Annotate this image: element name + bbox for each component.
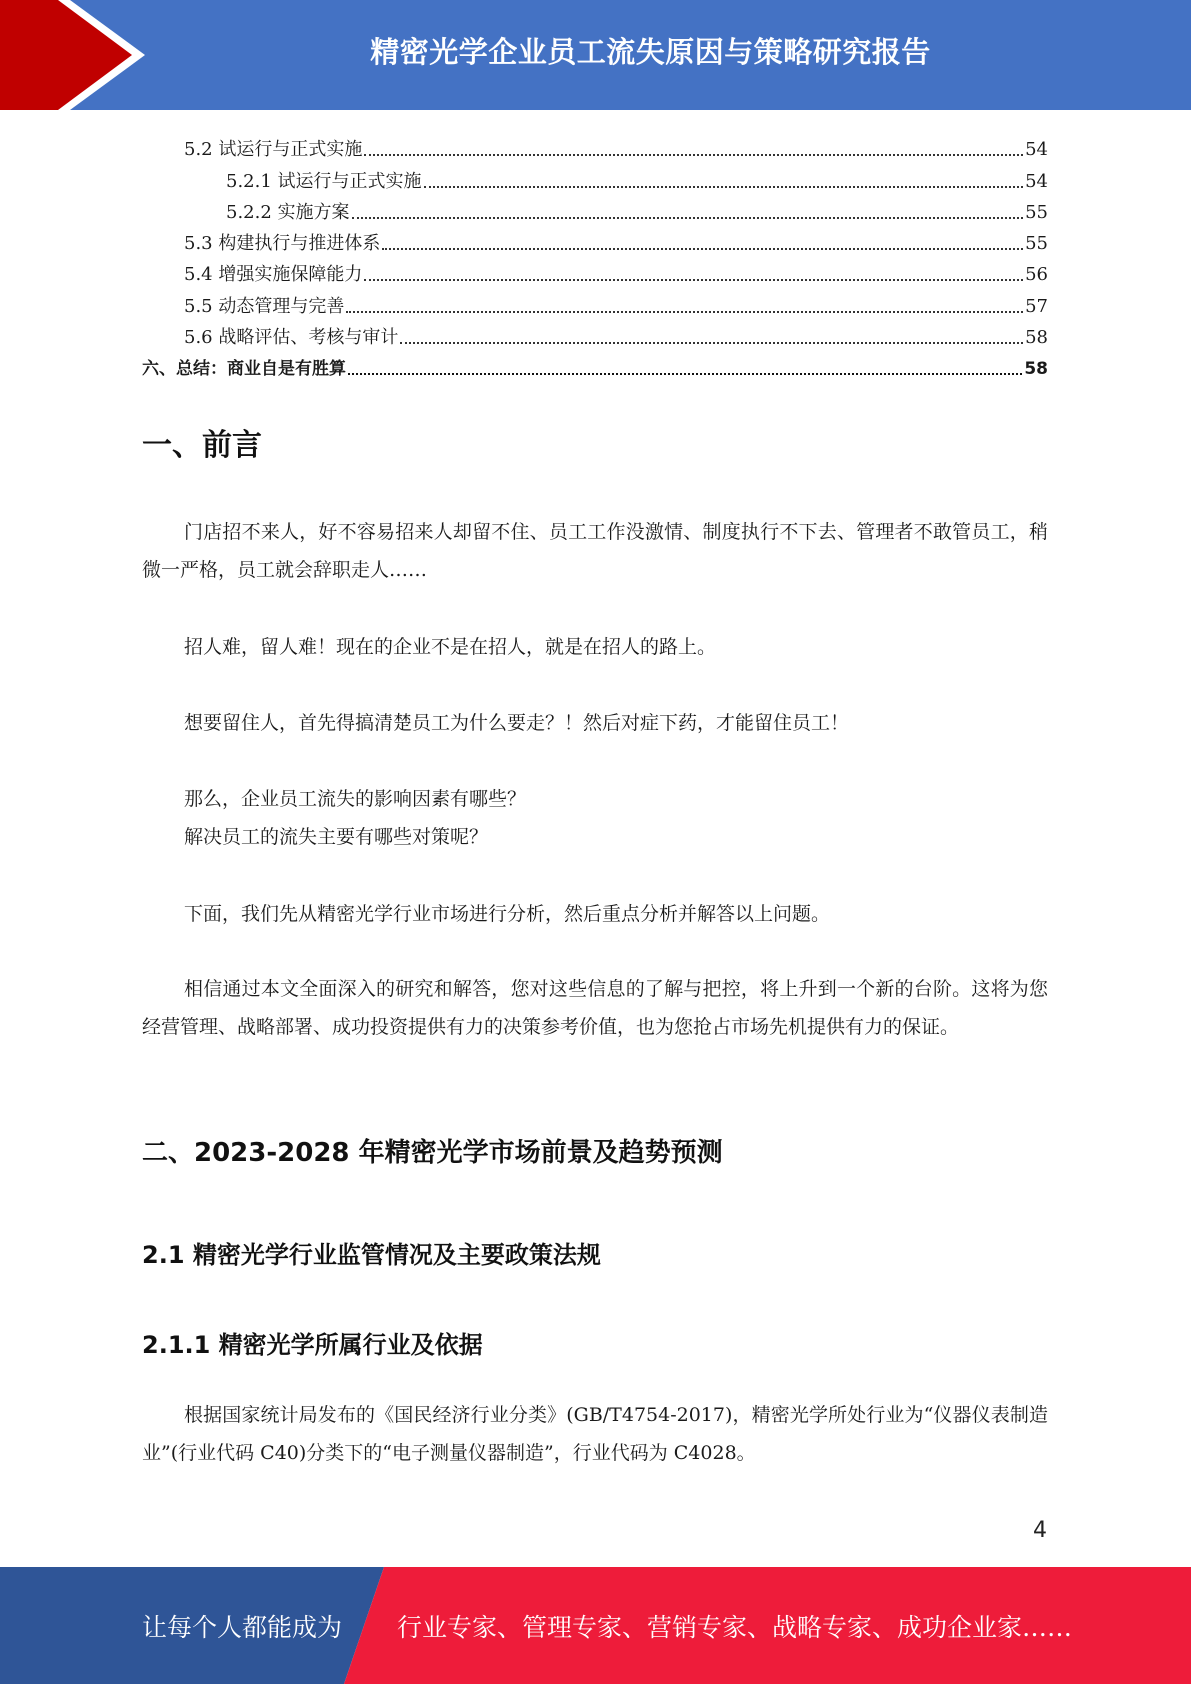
- toc-leader-dots: [348, 373, 1022, 375]
- paragraph: 门店招不来人，好不容易招来人却留不住、员工工作没激情、制度执行不下去、管理者不敢管员工，稍微一严格，员工就会辞职走人……: [142, 521, 1048, 581]
- header-arrow-decoration: [0, 0, 160, 110]
- toc-entry-page: 54: [1025, 170, 1048, 192]
- toc-entry-label: 5.2 试运行与正式实施: [184, 139, 363, 161]
- toc-leader-dots: [364, 154, 1023, 156]
- toc-leader-dots: [382, 248, 1023, 250]
- toc-entry[interactable]: [142, 318, 1048, 349]
- toc-entry[interactable]: [142, 255, 1048, 286]
- paragraph: 相信通过本文全面深入的研究和解答，您对这些信息的了解与把控，将上升到一个新的台阶。这将为您经营管理、战略部署、成功投资提供有力的决策参考价值，也为您抢占市场先机提供有力的保证。: [142, 978, 1048, 1038]
- toc-entry-page: 57: [1025, 295, 1048, 317]
- paragraph: 想要留住人，首先得搞清楚员工为什么要走？！然后对症下药，才能留住员工！: [184, 712, 850, 734]
- paragraph: 根据国家统计局发布的《国民经济行业分类》(GB/T4754-2017)，精密光学所处行业为“仪器仪表制造业”(行业代码 C40)分类下的“电子测量仪器制造”，行业代码为 C4028。: [142, 1404, 1048, 1464]
- subsection-heading: 2.1 精密光学行业监管情况及主要政策法规: [142, 1241, 601, 1269]
- toc-leader-dots: [424, 186, 1024, 188]
- toc-entry[interactable]: [142, 286, 1048, 317]
- paragraph: 招人难，留人难！现在的企业不是在招人，就是在招人的路上。: [184, 636, 717, 658]
- toc-entry-label: 5.2.2 实施方案: [226, 201, 350, 223]
- toc-entry-page: 55: [1025, 233, 1048, 255]
- footer-slogan-left: 让每个人都能成为: [142, 1612, 343, 1642]
- toc-entry[interactable]: [142, 224, 1048, 255]
- page-header: [0, 0, 1191, 110]
- toc-entry-label: 5.6 战略评估、考核与审计: [184, 327, 399, 349]
- toc-entry-label: 5.2.1 试运行与正式实施: [226, 170, 422, 192]
- toc-leader-dots: [364, 279, 1023, 281]
- toc-entry-label: 六、总结：商业自是有胜算: [142, 359, 346, 380]
- footer-slogan-right: 行业专家、管理专家、营销专家、战略专家、成功企业家……: [397, 1612, 1073, 1642]
- toc-leader-dots: [346, 311, 1023, 313]
- toc-leader-dots: [352, 217, 1024, 219]
- toc-entry-chapter[interactable]: [142, 349, 1048, 380]
- paragraph: 下面，我们先从精密光学行业市场进行分析，然后重点分析并解答以上问题。: [184, 903, 831, 925]
- toc-entry-label: 5.5 动态管理与完善: [184, 295, 345, 317]
- page-number: 4: [1033, 1518, 1047, 1543]
- toc-entry-page: 58: [1025, 327, 1048, 349]
- report-title: 精密光学企业员工流失原因与策略研究报告: [370, 34, 931, 69]
- toc-entry[interactable]: [142, 130, 1048, 161]
- subsection-heading: 2.1.1 精密光学所属行业及依据: [142, 1331, 483, 1359]
- toc-entry-page: 55: [1025, 201, 1048, 223]
- paragraph: 那么，企业员工流失的影响因素有哪些？: [184, 788, 527, 810]
- page-footer: [0, 1567, 1191, 1684]
- toc-entry-label: 5.4 增强实施保障能力: [184, 264, 363, 286]
- toc-entry-page: 54: [1025, 139, 1048, 161]
- section-heading-preface: 一、前言: [142, 428, 262, 463]
- toc-entry-page: 56: [1025, 264, 1048, 286]
- table-of-contents: [142, 130, 1048, 380]
- toc-entry[interactable]: [142, 193, 1048, 224]
- section-heading-market: 二、2023-2028 年精密光学市场前景及趋势预测: [142, 1138, 723, 1168]
- toc-leader-dots: [400, 342, 1023, 344]
- toc-entry-page: 58: [1024, 359, 1048, 380]
- toc-entry[interactable]: [142, 161, 1048, 192]
- toc-entry-label: 5.3 构建执行与推进体系: [184, 233, 381, 255]
- paragraph: 解决员工的流失主要有哪些对策呢？: [184, 826, 489, 848]
